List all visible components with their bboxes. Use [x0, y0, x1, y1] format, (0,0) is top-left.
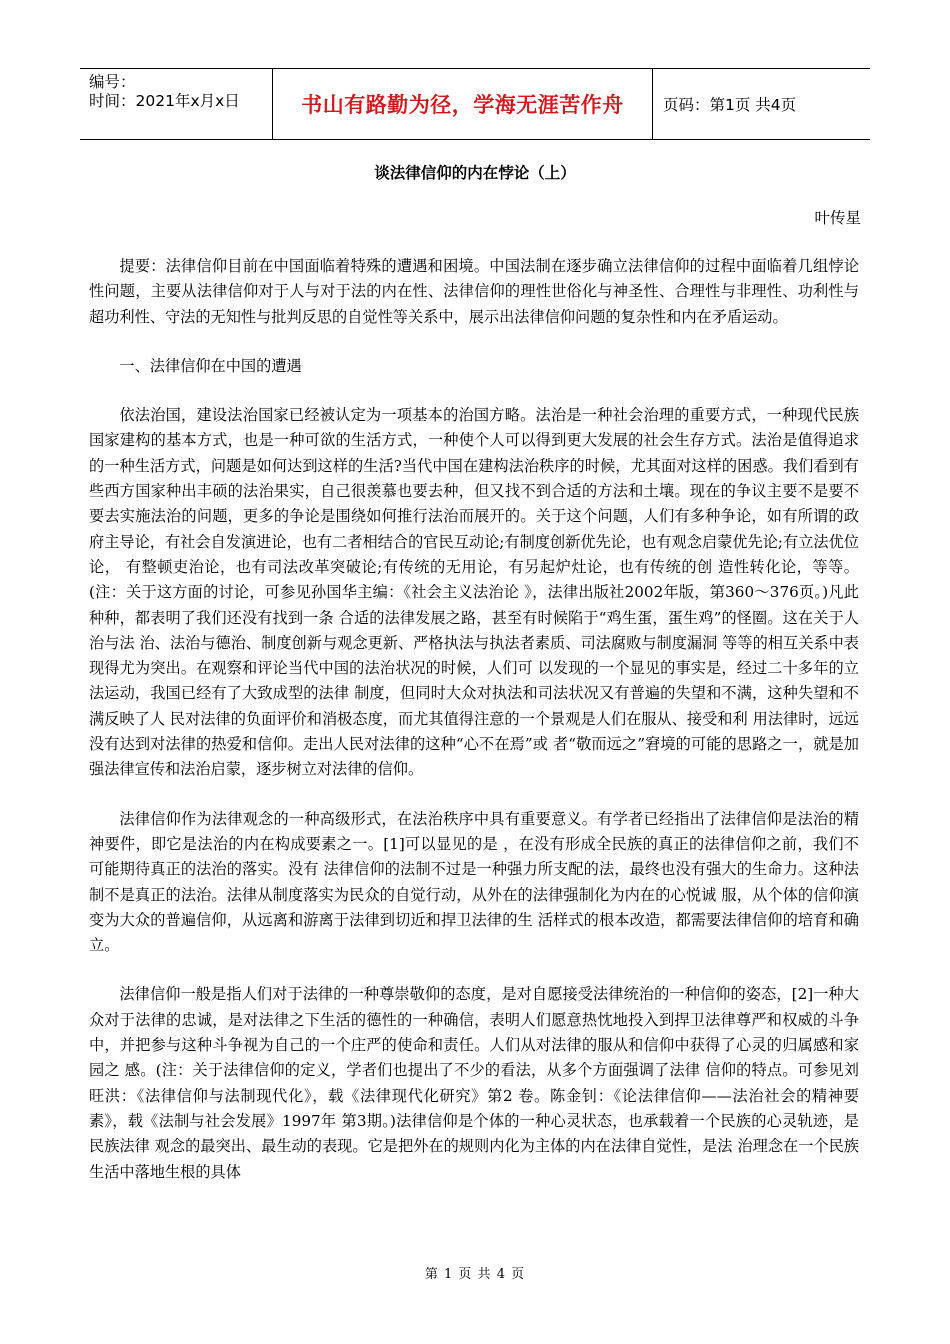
body-paragraph: 法律信仰一般是指人们对于法律的一种尊崇敬仰的态度，是对自愿接受法律统治的一种信仰的姿态，[2]一种大众对于法律的忠诚，是对法律之下生活的德性的一种确信，表明人们愿意热忱地投入到捍卫法律尊严和权威的斗争中，并把参与这种斗争视为自己的一个庄严的使命和责任。人们从对法律的服从和信仰中获得了心灵的归属感和家园之 感。(注：关于法律信仰的定义，学者们也提出了不少的看法，从多个方面强调了法律 信仰的特点。可参见刘旺洪：《法律信仰与法制现代化》，载《法律现代化研究》第2 卷。陈金钊：《论法律信仰——法治社会的精神要素》，载《法制与社会发展》1997年 第3期。)法律信仰是个体的一种心灵状态，也承载着一个民族的心灵轨迹，是民族法律 观念的最突出、最生动的表现。它是把外在的规则内化为主体的内在法律自觉性，是法 治理念在一个民族生活中落地生根的具体	[89, 985, 859, 1181]
document-date-label: 时间：2021年x月x日	[89, 92, 240, 110]
body-paragraph: 依法治国，建设法治国家已经被认定为一项基本的治国方略。法治是一种社会治理的重要方式，一种现代民族国家建构的基本方式，也是一种可欲的生活方式，一种使个人可以得到更大发展的社会生存方式。法治是值得追求的一种生活方式，问题是如何达到这样的生活?当代中国在建构法治秩序的时候，尤其面对这样的困惑。我们看到有些西方国家种出丰硕的法治果实，自己很羡慕也要去种，但又找不到合适的方法和土壤。现在的争议主要不是要不要去实施法治的问题，更多的争论是围绕如何推行法治而展开的。关于这个问题，人们有多种争论，如有所谓的政府主导论，有社会自发演进论，也有二者相结合的官民互动论;有制度创新优先论，也有观念启蒙优先论;有立法优位论， 有整顿吏治论，也有司法改革突破论;有传统的无用论，有另起炉灶论，也有传统的创 造性转化论，等等。(注：关于这方面的讨论，可参见孙国华主编：《社会主义法治论 》，法律出版社2002年版，第360～376页。)凡此种种，都表明了我们还没有找到一条 合适的法律发展之路，甚至有时候陷于“鸡生蛋，蛋生鸡”的怪圈。这在关于人治与法 治、法治与德治、制度创新与观念更新、严格执法与执法者素质、司法腐败与制度漏洞 等等的相互关系中表现得尤为突出。在观察和评论当代中国的法治状况的时候，人们可 以发现的一个显见的事实是，经过二十多年的立法运动，我国已经有了大致成型的法律 制度，但同时大众对执法和司法状况又有普遍的失望和不满，这种失望和不满反映了人 民对法律的负面评价和消极态度，而尤其值得注意的一个景观是人们在服从、接受和利 用法律时，远远没有达到对法律的热爱和信仰。走出人民对法律的这种“心不在焉”或 者“敬而远之”窘境的可能的思路之一，就是加强法律宣传和法治启蒙，逐步树立对法律的信仰。	[89, 406, 859, 779]
body-paragraph: 法律信仰作为法律观念的一种高级形式，在法治秩序中具有重要意义。有学者已经指出了法律信仰是法治的精神要件，即它是法治的内在构成要素之一。[1]可以显见的是 ，在没有形成全民族的真正的法律信仰之前，我们不可能期待真正的法治的落实。没有 法律信仰的法制不过是一种强力所支配的法，最终也没有强大的生命力。这种法制不是真正的法治。法律从制度落实为民众的自觉行动，从外在的法律强制化为内在的心悦诚 服，从个体的信仰演变为大众的普遍信仰，从远离和游离于法律到切近和捍卫法律的生 活样式的根本改造，都需要法律信仰的培育和确立。	[89, 809, 859, 955]
header-page-info: 页码：第1页 共4页	[663, 96, 797, 114]
document-title: 谈法律信仰的内在悖论（上）	[374, 164, 576, 182]
header-meta	[80, 69, 273, 139]
abstract-paragraph: 提要：法律信仰目前在中国面临着特殊的遭遇和困境。中国法制在逐步确立法律信仰的过程中面临着几组悖论性问题，主要从法律信仰对于人与对于法的内在性、法律信仰的理性世俗化与神圣性、合理性与非理性、功利性与超功利性、守法的无知性与批判反思的自觉性等关系中，展示出法律信仰问题的复杂性和内在矛盾运动。	[89, 257, 859, 326]
header-motto: 书山有路勤为径，学海无涯苦作舟	[273, 69, 653, 139]
page-footer: 第 1 页 共 4 页	[424, 1267, 526, 1282]
header-table	[80, 68, 870, 140]
document-number-label: 编号：	[89, 73, 136, 91]
document-author: 叶传星	[814, 209, 861, 227]
document-body	[89, 254, 859, 1209]
section-heading: 一、法律信仰在中国的遭遇	[119, 356, 302, 375]
